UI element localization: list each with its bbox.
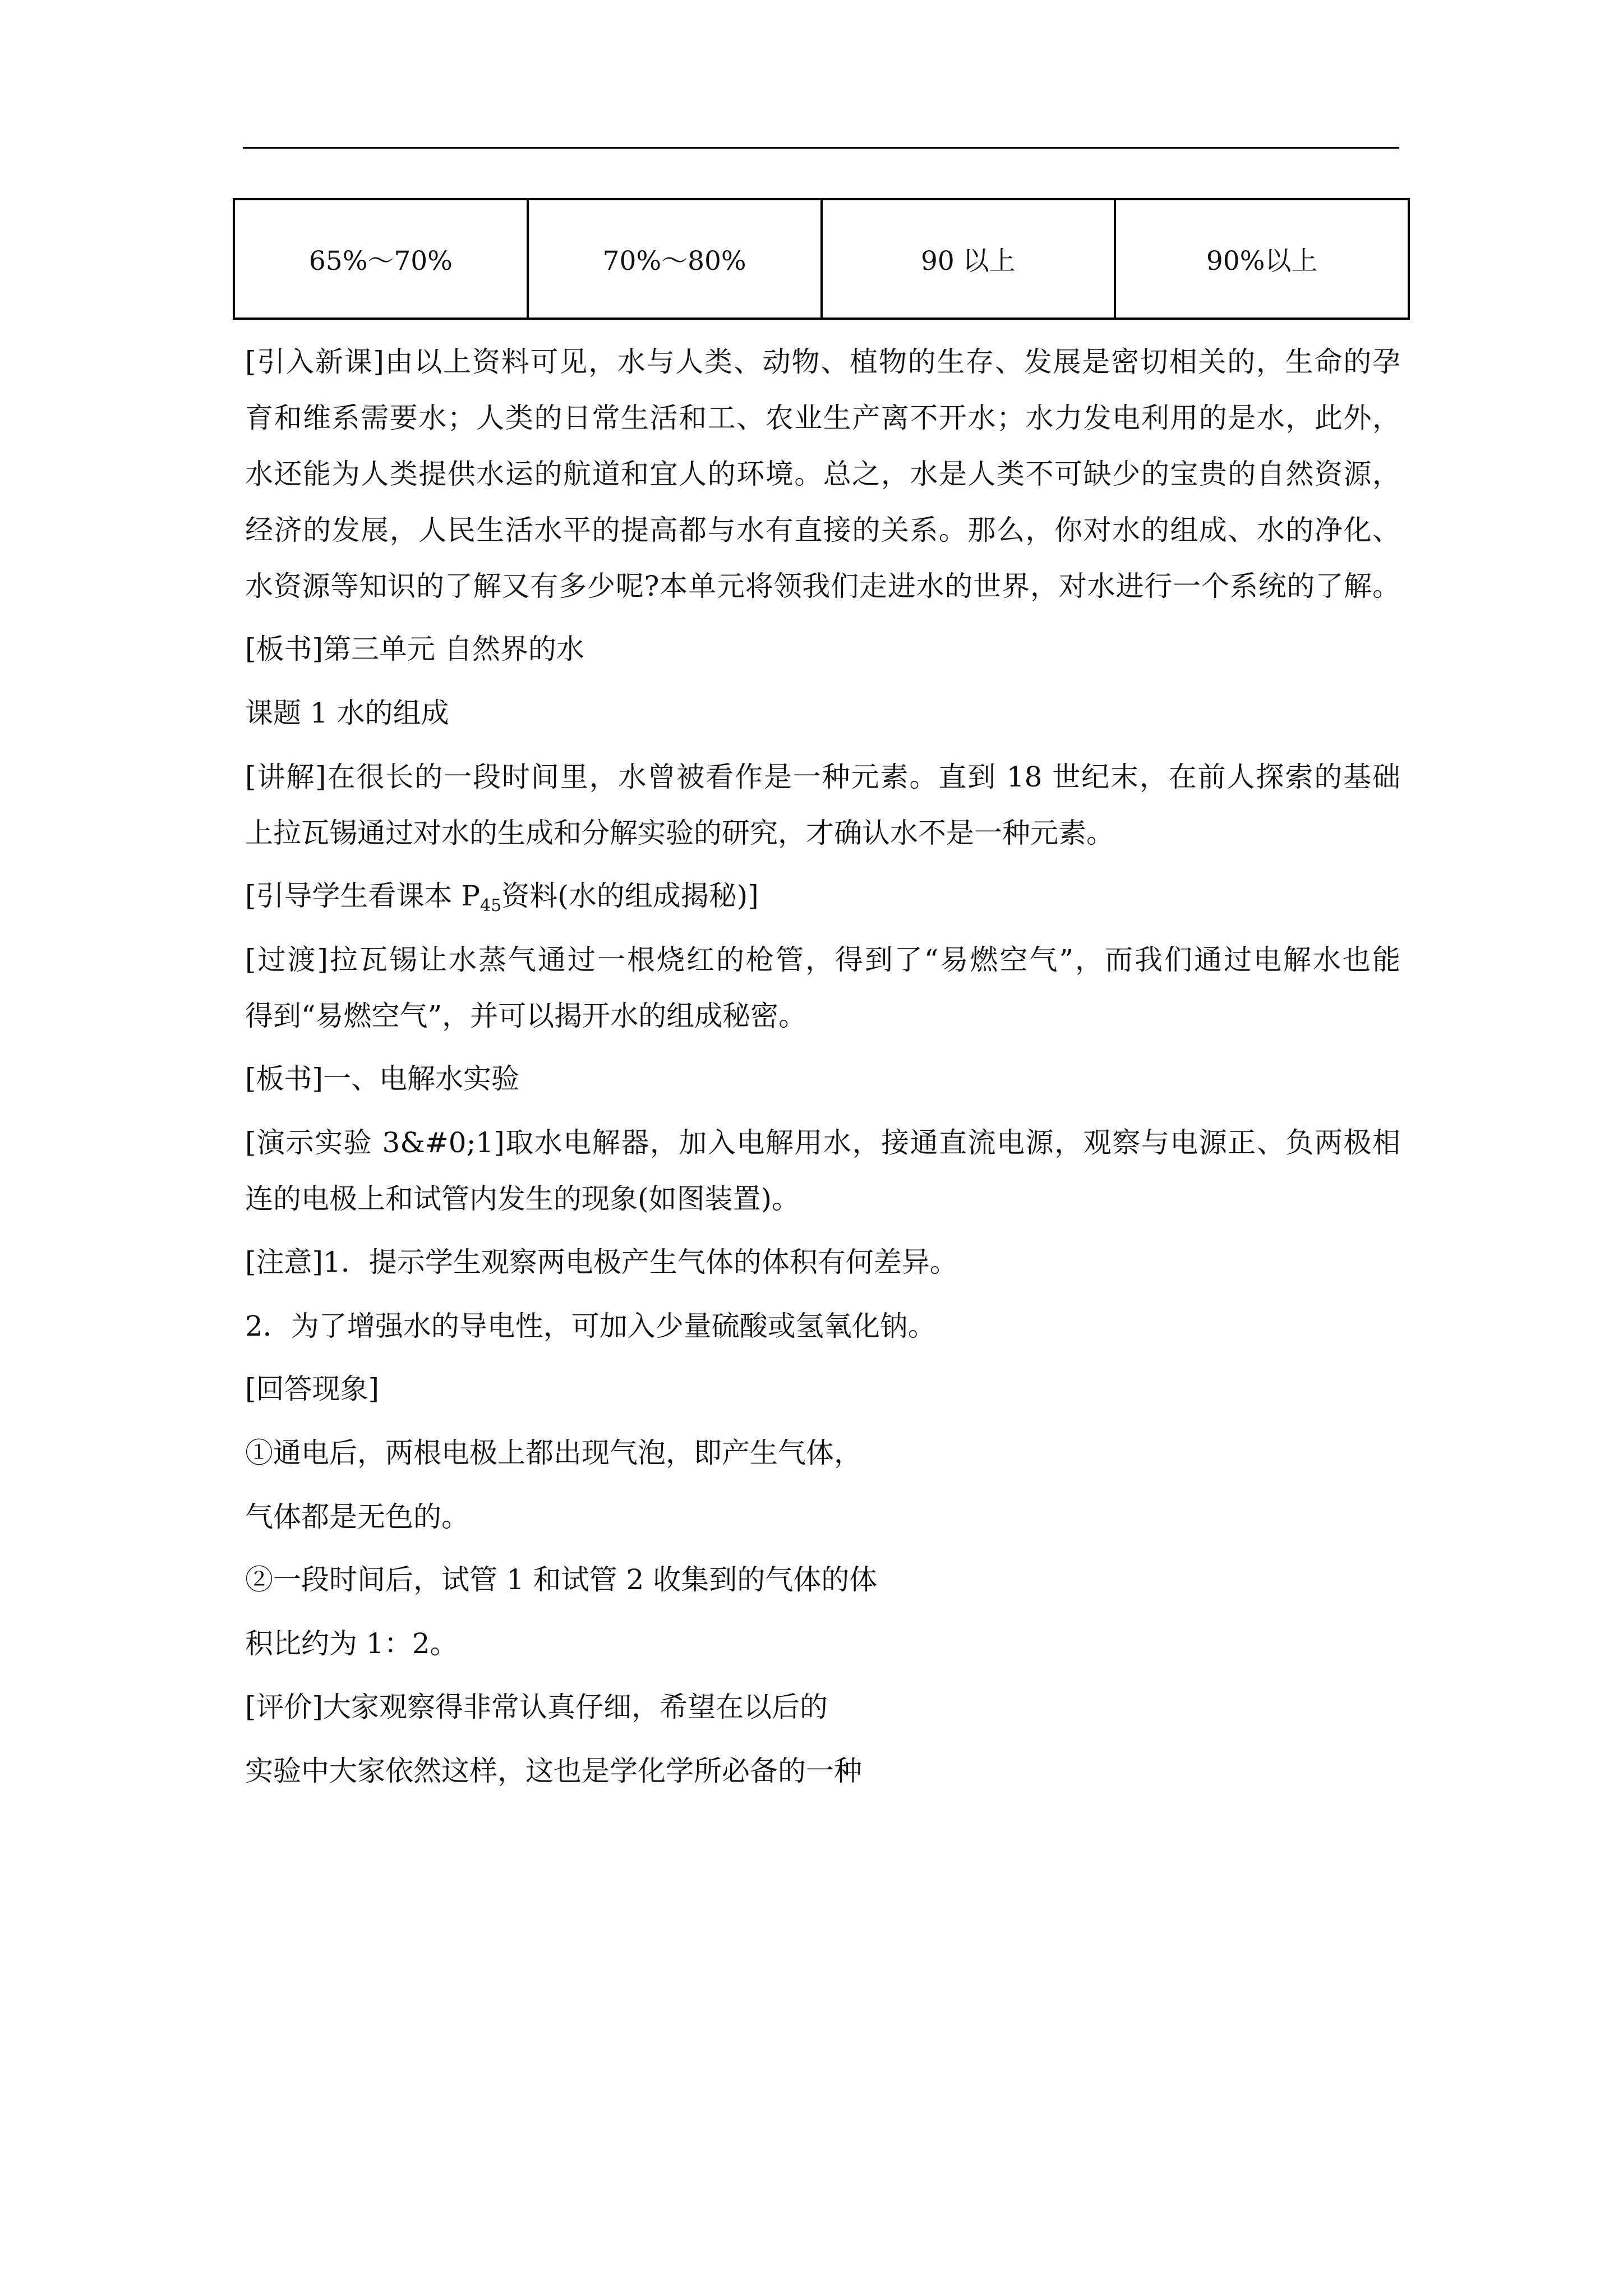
table-cell: 90%以上: [1115, 199, 1409, 319]
table-row: [234, 199, 1409, 319]
intro-paragraph-line: 水还能为人类提供水运的航道和宜人的环境。总之，水是人类不可缺少的宝贵的自然资源，: [245, 458, 1400, 490]
table-cell: 65%～70%: [234, 199, 528, 319]
guide-text-after: 资料(水的组成揭秘)]: [501, 880, 759, 912]
answer-heading: [回答现象]: [245, 1373, 380, 1405]
note-line: 2．为了增强水的导电性，可加入少量硫酸或氢氧化钠。: [245, 1310, 936, 1342]
board-unit-heading: [板书]第三单元 自然界的水: [245, 633, 584, 665]
lesson-title: 课题 1 水的组成: [245, 697, 449, 729]
guide-reading-line: [245, 879, 759, 923]
evaluation-line: 实验中大家依然这样，这也是学化学所必备的一种: [245, 1755, 862, 1787]
intro-paragraph-line: 育和维系需要水；人类的日常生活和工、农业生产离不开水；水力发电利用的是水，此外，: [245, 402, 1400, 434]
intro-paragraph-line: [引入新课]由以上资料可见，水与人类、动物、植物的生存、发展是密切相关的，生命的孕: [245, 346, 1400, 378]
intro-paragraph-line: 水资源等知识的了解又有多少呢?本单元将领我们走进水的世界，对水进行一个系统的了解。: [245, 570, 1400, 602]
observation-line: ②一段时间后，试管 1 和试管 2 收集到的气体的体: [245, 1563, 878, 1596]
explain-paragraph-line: [讲解]在很长的一段时间里，水曾被看作是一种元素。直到 18 世纪末，在前人探索的基础: [245, 761, 1400, 793]
demo-paragraph-line: [演示实验 3&#0;1]取水电解器，加入电解用水，接通直流电源，观察与电源正、负两极相: [245, 1126, 1400, 1159]
page-subscript: 45: [480, 896, 502, 915]
table-cell: 70%～80%: [528, 199, 822, 319]
intro-paragraph-line: 经济的发展，人民生活水平的提高都与水有直接的关系。那么，你对水的组成、水的净化、: [245, 514, 1400, 546]
explain-paragraph-line: 上拉瓦锡通过对水的生成和分解实验的研究，才确认水不是一种元素。: [245, 817, 1114, 849]
board-experiment-heading: [板书]一、电解水实验: [245, 1062, 520, 1095]
demo-paragraph-line: 连的电极上和试管内发生的现象(如图装置)。: [245, 1182, 800, 1215]
header-rule: [243, 147, 1399, 149]
guide-text-before: [引导学生看课本 P: [245, 880, 481, 912]
note-line: [注意]1．提示学生观察两电极产生气体的体积有何差异。: [245, 1246, 958, 1278]
transition-paragraph-line: [过渡]拉瓦锡让水蒸气通过一根烧红的枪管，得到了“易燃空气”，而我们通过电解水也能: [245, 944, 1400, 976]
evaluation-line: [评价]大家观察得非常认真仔细，希望在以后的: [245, 1691, 828, 1723]
percentage-table: [233, 198, 1410, 320]
observation-line: 积比约为 1：2。: [245, 1627, 458, 1660]
table-cell: 90 以上: [822, 199, 1115, 319]
transition-paragraph-line: 得到“易燃空气”，并可以揭开水的组成秘密。: [245, 1000, 807, 1032]
observation-line: ①通电后，两根电极上都出现气泡，即产生气体，: [245, 1437, 862, 1469]
observation-line: 气体都是无色的。: [245, 1501, 469, 1533]
